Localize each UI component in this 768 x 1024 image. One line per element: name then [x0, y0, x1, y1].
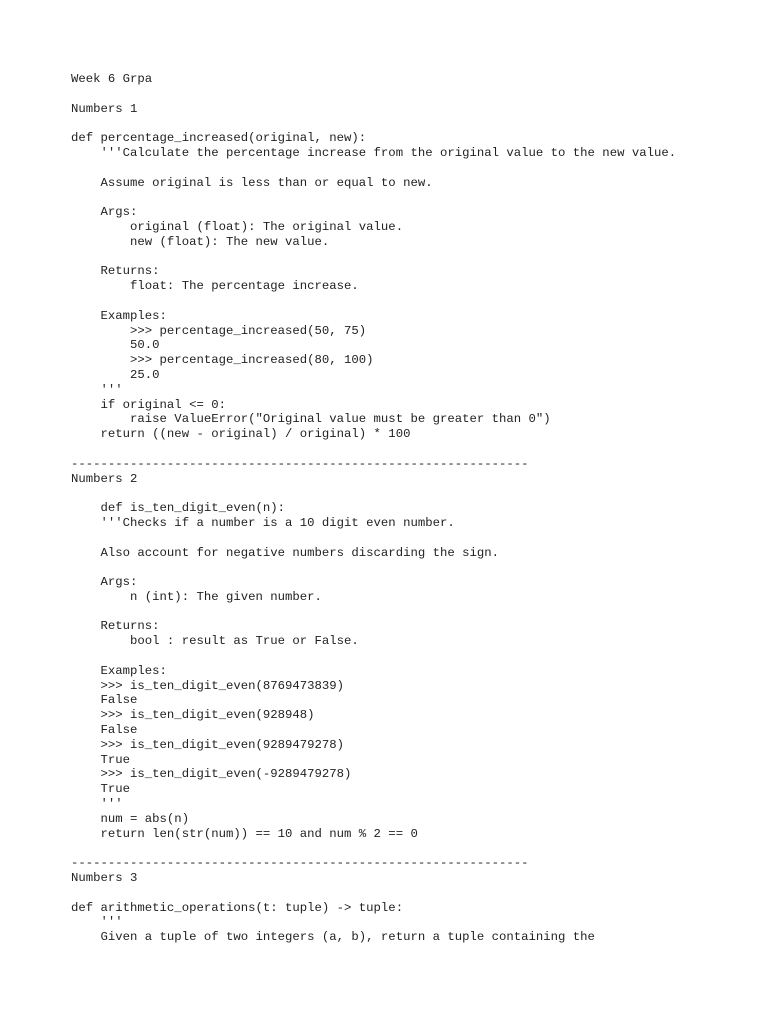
- text-line: [71, 605, 768, 620]
- text-line: '''Calculate the percentage increase from the original value to the new value.: [71, 145, 677, 160]
- text-line: return len(str(num)) == 10 and num % 2 == 0: [71, 826, 418, 841]
- text-line: original (float): The original value.: [71, 219, 404, 234]
- text-line: new (float): The new value.: [71, 234, 330, 249]
- text-line: Args:: [71, 205, 138, 220]
- text-line: [71, 190, 768, 205]
- text-line: [71, 886, 768, 901]
- text-line: False: [71, 723, 138, 738]
- text-line: Examples:: [71, 308, 167, 323]
- text-line: '''Checks if a number is a 10 digit even number.: [71, 515, 455, 530]
- text-line: Week 6 Grpa: [71, 72, 153, 86]
- text-line: [71, 442, 768, 457]
- text-line: True: [71, 752, 131, 767]
- text-line: Args:: [71, 575, 138, 590]
- text-line: ''': [71, 797, 123, 812]
- text-line: Examples:: [71, 663, 167, 678]
- text-line: def arithmetic_operations(t: tuple) -> tuple:: [71, 900, 404, 915]
- text-line: Assume original is less than or equal to new.: [71, 175, 433, 190]
- text-line: [71, 560, 768, 575]
- text-line: >>> is_ten_digit_even(-9289479278): [71, 767, 352, 782]
- text-line: [71, 486, 768, 501]
- text-line: n (int): The given number.: [71, 589, 322, 604]
- text-line: def is_ten_digit_even(n):: [71, 501, 286, 516]
- text-line: 50.0: [71, 338, 160, 353]
- text-line: [71, 294, 768, 309]
- document-page: [71, 72, 768, 945]
- text-line: float: The percentage increase.: [71, 279, 359, 294]
- text-line: Numbers 3: [71, 871, 138, 886]
- text-line: Returns:: [71, 264, 160, 279]
- text-line: if original <= 0:: [71, 397, 226, 412]
- text-line: Also account for negative numbers discarding the sign.: [71, 545, 500, 560]
- text-line: --------------------------------------------------------------: [71, 456, 529, 471]
- text-line: num = abs(n): [71, 811, 190, 826]
- text-line: [71, 841, 768, 856]
- text-line: ''': [71, 915, 123, 930]
- text-line: 25.0: [71, 367, 160, 382]
- text-line: [71, 161, 768, 176]
- text-line: --------------------------------------------------------------: [71, 856, 529, 871]
- text-line: Returns:: [71, 619, 160, 634]
- text-line: >>> percentage_increased(50, 75): [71, 323, 367, 338]
- text-line: >>> is_ten_digit_even(9289479278): [71, 737, 345, 752]
- text-line: [71, 116, 768, 131]
- text-line: bool : result as True or False.: [71, 634, 359, 649]
- text-line: raise ValueError("Original value must be greater than 0"): [71, 412, 551, 427]
- text-line: True: [71, 782, 131, 797]
- text-line: >>> is_ten_digit_even(8769473839): [71, 678, 345, 693]
- text-line: False: [71, 693, 138, 708]
- text-line: Numbers 2: [71, 471, 138, 486]
- text-line: [71, 531, 768, 546]
- text-line: return ((new - original) / original) * 100: [71, 427, 411, 442]
- text-line: ''': [71, 382, 123, 397]
- text-line: >>> percentage_increased(80, 100): [71, 353, 374, 368]
- text-line: >>> is_ten_digit_even(928948): [71, 708, 315, 723]
- text-line: Given a tuple of two integers (a, b), return a tuple containing the: [71, 930, 595, 945]
- text-line: def percentage_increased(original, new):: [71, 131, 367, 146]
- text-line: [71, 250, 768, 265]
- text-line: [71, 87, 768, 102]
- text-line: [71, 649, 768, 664]
- text-line: Numbers 1: [71, 101, 138, 116]
